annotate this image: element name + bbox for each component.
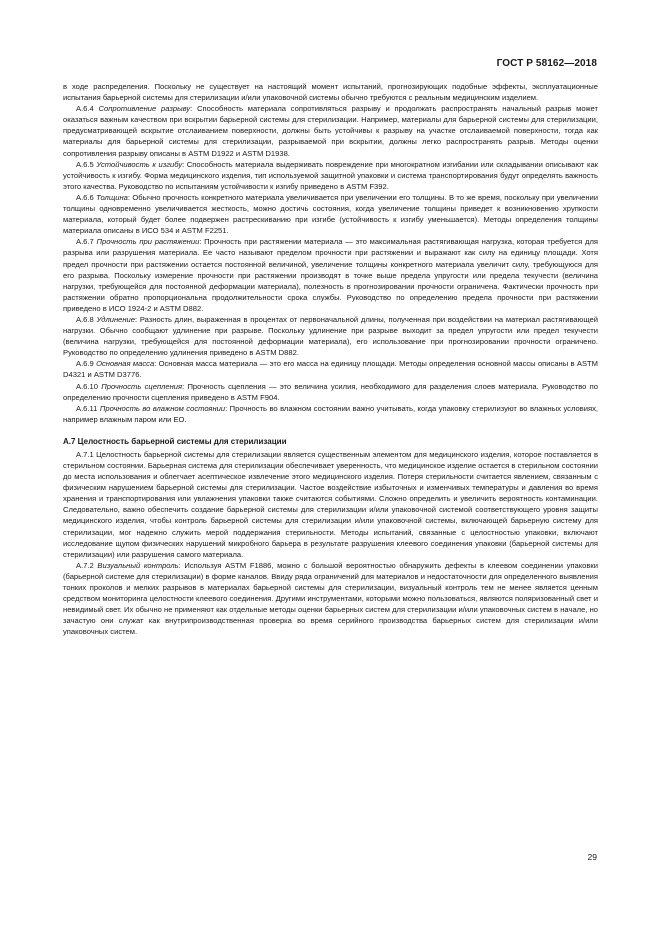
clause-text: : Прочность во влажном состоянии важно учитывать, когда упаковку стерилизуют во влажных условиях, например влажным паром или ЕО.: [63, 403, 598, 424]
clause-number: А.6.11: [76, 403, 98, 413]
clause-title: Удлинение: [96, 314, 135, 324]
clause-number: А.6.7: [76, 237, 94, 247]
clause-text: : Основная масса материала — это его масса на единицу площади. Методы определения основной массы описаны в ASTM D4321 и ASTM D3776.: [63, 359, 598, 380]
clause-a6-8: [63, 314, 598, 358]
clause-a6-9: [63, 358, 598, 380]
clause-a6-10: [63, 381, 598, 403]
clause-title: Устойчивость к изгибу: [96, 159, 183, 169]
clause-a7-2: [63, 560, 598, 638]
clause-title: Основная масса: [96, 359, 155, 369]
clause-a6-11: [63, 403, 598, 425]
page-number: 29: [587, 852, 597, 862]
clause-number: А.6.10: [76, 381, 98, 391]
clause-title: Прочность сцепления: [101, 381, 183, 391]
clause-number: А.6.8: [76, 314, 94, 324]
intro-paragraph: в ходе распределения. Поскольку не существует на настоящий момент испытаний, прогнозирующих подобные эффекты, эксплуатационные испытания барьерной системы для стерилизации и/или упаковочной системы обычно требуются с реальным медицинским изделием.: [63, 82, 598, 103]
clause-number: А.7.2: [76, 560, 94, 570]
clause-a6-4: [63, 103, 598, 158]
clause-a6-7: [63, 236, 598, 314]
clause-a7-1: [63, 449, 598, 560]
clause-text: : Способность материала сопротивляться разрыву и продолжать распространять начальный разрыв может оказаться важным качеством при вскрытии барьерной системы для стерилизации. Например, материалы для барьерной системы для стерилизации, предусматривающей вскрытие отслаиванием поверхности, должны быть устойчивы к разрыву на участке отслаиваемой поверхности, тогда как материалы для барьерной системы для стерилизации, разрываемой при вскрытии, должны легко распространять разрыв. Методы оценки сопротивления разрыву описаны в ASTM D1922 и ASTM D1938.: [63, 104, 598, 158]
clause-title: Сопротивление разрыву: [98, 104, 191, 114]
clause-title: Прочность при растяжении: [96, 237, 200, 247]
document-header: ГОСТ Р 58162—2018: [496, 58, 597, 69]
clause-text: : Прочность при растяжении материала — это максимальная растягивающая нагрузка, которая требуется для разрыва или разрушения материала. Ее часто называют пределом прочности при растяжении и выражают как силу на единицу площади. Хотя предел прочности при растяжении остается постоянной величиной, увеличение толщины конкретного материала увеличит силу, требующуюся для его разрыва. Поскольку измерение прочности при растяжении производят в точке выше предела упругости или предела текучести (величина нагрузки, требующейся для постоянной деформации материала), полезность в прогнозировании прочности ограничена. Фактически прочность при растяжении обратно пропорциональна продолжительности срока службы. Руководство по определению предела прочности при растяжении приведено в ИСО 1924-2 и ASTM D882.: [63, 237, 598, 313]
clause-number: А.6.9: [76, 359, 94, 369]
clause-a6-5: [63, 159, 598, 192]
clause-title: Визуальный контроль: [97, 560, 179, 570]
clause-text: : Прочность сцепления — это величина усилия, необходимого для разделения слоев материала. Руководство по определению прочности сцепления приведено в ASTM F904.: [63, 381, 598, 402]
section-heading-a7: А.7 Целостность барьерной системы для стерилизации: [63, 436, 287, 446]
clause-number: А.7.1: [76, 449, 94, 459]
clause-number: А.6.6: [76, 192, 94, 202]
clause-title: Толщина: [96, 192, 128, 202]
page-body: [63, 81, 598, 638]
clause-number: А.6.5: [76, 159, 94, 169]
clause-number: А.6.4: [76, 104, 94, 114]
clause-title: Прочность во влажном состоянии: [99, 403, 226, 413]
clause-text: : Способность материала выдерживать повреждение при многократном изгибании или складывании описывают как устойчивость к изгибу. Форма медицинского изделия, тип используемой защитной упаковки и система транспортирования будут определять важность этого качества. Руководство по испытаниям устойчивости к изгибу приведено в ASTM F392.: [63, 159, 599, 191]
clause-text: : Разность длин, выраженная в процентах от первоначальной длины, полученная при воздействии на материал растягивающей нагрузки. Обычно сообщают удлинение при разрыве. Поскольку удлинение при разрыве выходит за предел упругости или предел текучести (величина нагрузки, требующейся для постоянной деформации материала), его использование при прогнозировании прочности ограничено. Руководство по определению удлинения приведено в ASTM D882.: [63, 314, 598, 358]
clause-text: : Обычно прочность конкретного материала увеличивается при увеличении его толщины. В то же время, поскольку при увеличении толщины одновременно увеличивается жесткость, можно достичь состояния, когда увеличение толщины приведет к возникновению хрупкости материала, который будет более подвержен растрескиванию при изгибе (устойчивость к изгибу уменьшается). Методы определения толщины материала описаны в ИСО 534 и ASTM F2251.: [63, 192, 598, 236]
clause-text: Целостность барьерной системы для стерилизации является существенным элементом для медицинского изделия, которое поставляется в стерильном состоянии. Барьерная система для стерилизации обеспечивает уверенность, что медицинское изделие остается в стерильном состоянии до места использования и облегчает асептическое извлечение этого медицинского изделия. Потеря стерильности считается явлением, связанным с физическим нарушением барьерной системы для стерилизации. Частое воздействие избыточных и изменчивых температуры и давления во время хранения и транспортирования или увлажнения упаковки также считаются событиями. Сложно определить и увеличить вероятность контаминации. Следовательно, важно обеспечить создание барьерной системы для стерилизации и/или упаковочной системой соответствующего уровня защиты медицинского изделия, чтобы контроль барьерной системы для стерилизации и/или упаковочной системы, включающей барьерную систему для стерилизации, мог надежно служить мерой поддержания стерильности. Методы испытаний, связанные с целостностью упаковки, включают исследование щупом физических нарушений микробного барьера в результате разрушения клеевого соединения упаковки (барьерной системы для стерилизации) или разрушения самого материала.: [63, 449, 598, 559]
clause-text: : Используя ASTM F1886, можно с большой вероятностью обнаружить дефекты в клеевом соединении упаковки (барьерной системе для стерилизации) в форме каналов. Ввиду ряда ограничений для материалов и недостаточности для определенного выявления тонких проколов и мелких разрывов в материалах барьерной системы для стерилизации, визуальный контроль тем не менее является ценным средством мониторинга целостности клеевого соединения. Другими инструментами, которыми можно пользоваться, являются поляризованный свет и невидимый свет. Их обычно не применяют как отдельные методы оценки барьерных систем для стерилизации и/или упаковочных систем в начале, но зачастую они служат как внутрипроизводственная проверка во время серийного производства барьерных систем для стерилизации и/или упаковочных систем.: [63, 560, 598, 637]
clause-a6-6: [63, 192, 598, 236]
